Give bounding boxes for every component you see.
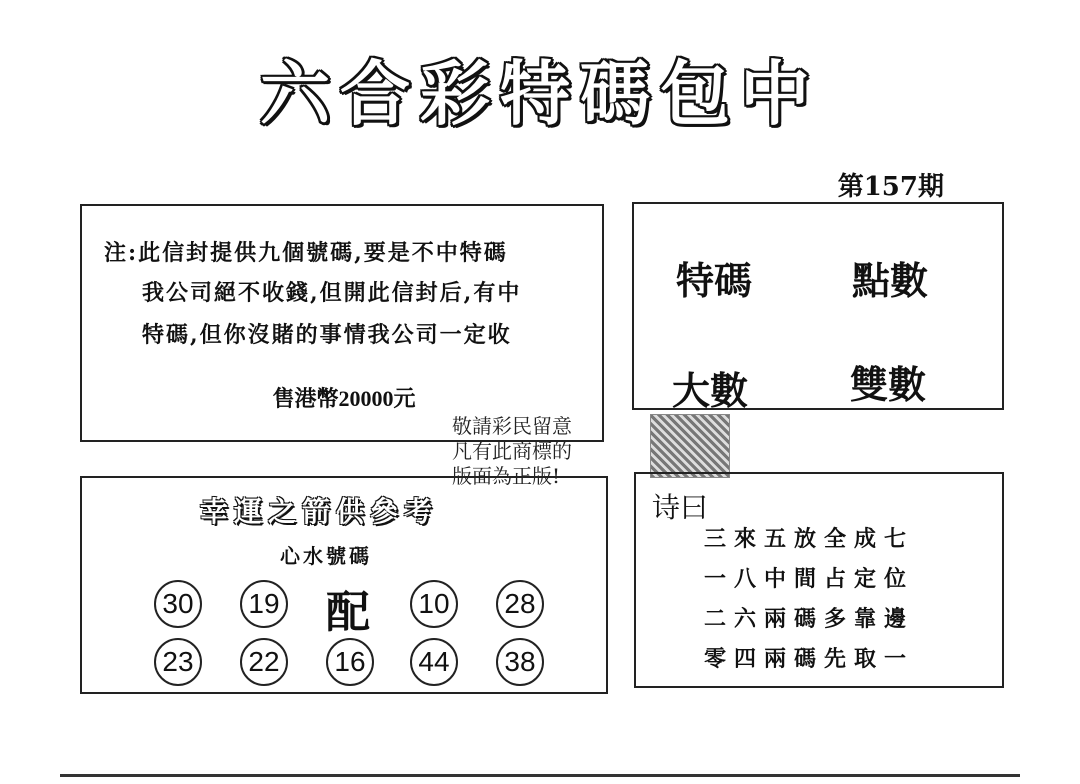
poem-line: 一八中間占定位 xyxy=(704,566,915,592)
lucky-number: 19 xyxy=(240,580,288,628)
lucky-number: 38 xyxy=(496,638,544,686)
lucky-number: 16 xyxy=(326,638,374,686)
lucky-title: 幸運之箭供參考 xyxy=(200,495,439,528)
lucky-number: 23 xyxy=(154,638,202,686)
price-suffix: 元 xyxy=(393,386,416,412)
pair-char: 配 xyxy=(326,587,370,638)
lucky-number: 22 xyxy=(240,638,288,686)
poem-line: 三來五放全成七 xyxy=(704,526,915,552)
issue-number: 第157期 xyxy=(837,172,944,202)
price-prefix: 售港幣 xyxy=(272,386,339,412)
notice-line: 特碼,但你沒賭的事情我公司一定收 xyxy=(142,322,512,348)
watermark-line: 版面為正版! xyxy=(452,464,561,488)
poem-line: 零四兩碼先取一 xyxy=(704,646,915,672)
lucky-number: 28 xyxy=(496,580,544,628)
category-even: 雙數 xyxy=(850,363,927,407)
watermark-line: 敬請彩民留意 xyxy=(452,414,572,438)
lucky-number: 30 xyxy=(154,580,202,628)
price-value: 20000 xyxy=(338,386,394,411)
lucky-number: 10 xyxy=(410,580,458,628)
trademark-logo-icon xyxy=(650,414,730,478)
price-text xyxy=(82,382,606,413)
category-points: 點數 xyxy=(852,259,929,303)
category-big: 大數 xyxy=(672,369,749,413)
lucky-subtitle: 心水號碼 xyxy=(280,544,372,568)
notice-line: 我公司絕不收錢,但開此信封后,有中 xyxy=(142,280,522,306)
poem-line: 二六兩碼多靠邊 xyxy=(704,606,915,632)
notice-line: 注:此信封提供九個號碼,要是不中特碼 xyxy=(104,240,508,266)
category-special: 特碼 xyxy=(676,259,753,303)
poem-box xyxy=(634,472,1004,688)
category-box xyxy=(632,202,1004,413)
poem-heading: 诗曰 xyxy=(652,491,709,524)
watermark-line: 凡有此商標的 xyxy=(452,439,572,463)
page-title: 六合彩特碼包中 xyxy=(260,52,820,135)
lucky-numbers-box xyxy=(80,476,608,694)
lucky-number: 44 xyxy=(410,638,458,686)
notice-box xyxy=(80,204,604,442)
bottom-rule xyxy=(60,774,1020,777)
